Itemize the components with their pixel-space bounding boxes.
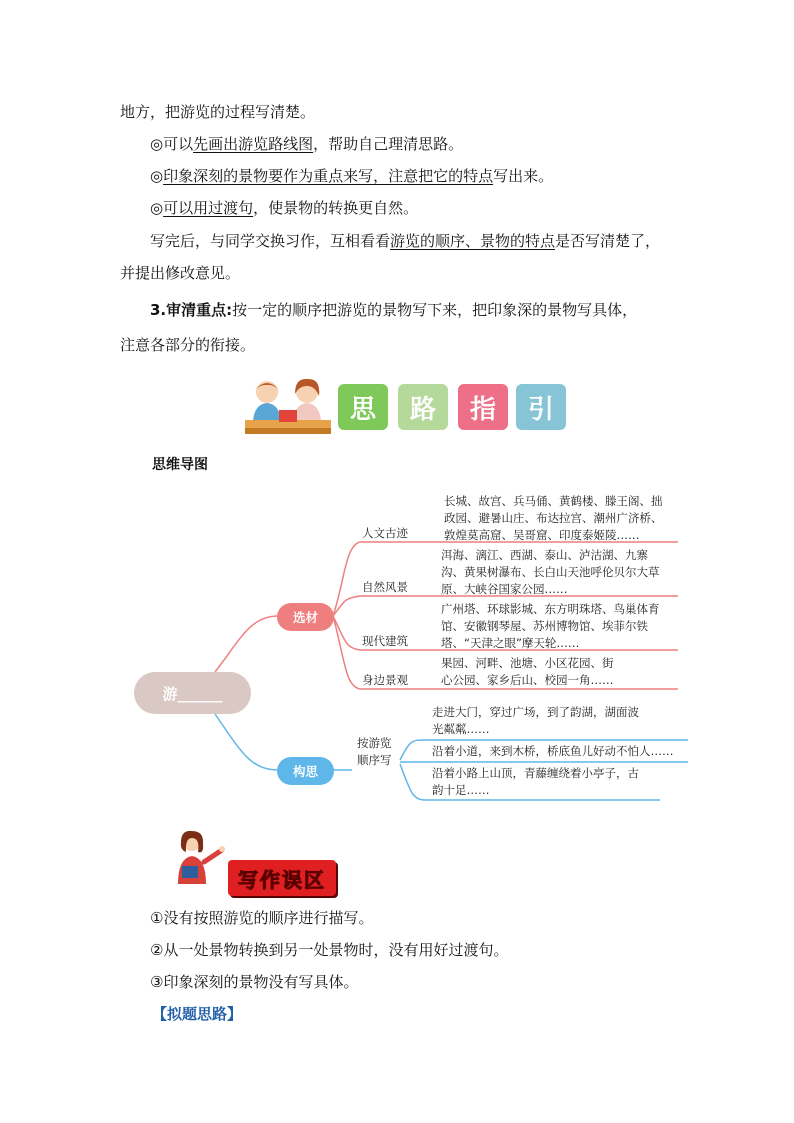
- exchange-underlined: 游览的顺序、景物的特点: [390, 232, 556, 250]
- mindmap-root: 游______: [134, 672, 251, 714]
- tip-underlined: 先画出游览路线图: [193, 135, 314, 153]
- tip-underlined: 印象深刻的景物要作为重点来写，注意把它的特点: [163, 167, 494, 185]
- examples-ziran: [441, 547, 660, 598]
- mistake-item: ②从一处景物转换到另一处景物时，没有用好过渡句。: [150, 941, 509, 959]
- banner-char-lu: 路: [398, 384, 448, 430]
- order-item-line: 韵十足……: [432, 783, 490, 797]
- exchange-text: 是否写清楚了，: [555, 232, 661, 250]
- root-to-gousi-line: [215, 714, 278, 770]
- category-shenbian: 身边景观: [362, 673, 408, 687]
- order-item-line: 走进大门，穿过广场，到了韵湖，湖面波: [432, 705, 639, 719]
- teacher-icon: [166, 828, 226, 888]
- xuancai-to-cat4-line: [333, 616, 360, 689]
- examples-xiandai: [441, 601, 660, 652]
- order-item-1: [432, 704, 639, 738]
- key-label: 3.审清重点:: [150, 301, 233, 319]
- root-to-xuancai-line: [215, 616, 278, 672]
- category-xiandai: 现代建筑: [362, 634, 408, 648]
- order-label-line: 按游览: [357, 736, 392, 750]
- order-to-item1-line: [400, 740, 425, 760]
- order-item-2: [432, 743, 674, 760]
- tip-text: ，帮助自己理清思路。: [313, 135, 464, 153]
- writing-mistakes-title: 写作误区: [228, 860, 336, 896]
- order-item-line: 沿着小路上山顶，青藤缠绕着小亭子，古: [432, 766, 639, 780]
- key-text: 按一定的顺序把游览的景物写下来，把印象深的景物写具体，: [232, 301, 638, 319]
- text-line: 地方，把游览的过程写清楚。: [120, 103, 316, 121]
- key-point-2: 注意各部分的衔接。: [120, 336, 256, 354]
- tip-text: ◎: [150, 167, 164, 185]
- category-ziran: 自然风景: [362, 580, 408, 594]
- exchange-text: 写完后，与同学交换习作，互相看看: [150, 232, 391, 250]
- examples-renwen: [444, 493, 663, 544]
- example-line: 政园、避暑山庄、布达拉宫、潮州广济桥、: [444, 511, 663, 525]
- order-item-line: 光粼粼……: [432, 722, 490, 736]
- mistake-item: ①没有按照游览的顺序进行描写。: [150, 909, 374, 927]
- order-item-line: 沿着小道，来到木桥，桥底鱼儿好动不怕人……: [432, 744, 674, 758]
- xuancai-to-cat2-line: [333, 596, 360, 616]
- order-item-3: [432, 765, 639, 799]
- mindmap-heading: 思维导图: [152, 457, 208, 473]
- examples-shenbian: [441, 655, 614, 689]
- tip-text: ◎: [150, 199, 164, 217]
- tip-underlined: 可以用过渡句: [163, 199, 254, 217]
- mistake-item: ③印象深刻的景物没有写具体。: [150, 973, 359, 991]
- tip-text: ◎可以: [150, 135, 194, 153]
- example-line: 心公园、家乡后山、校园一角……: [441, 673, 614, 687]
- tip-text: 写出来。: [493, 167, 554, 185]
- banner-char-yin: 引: [516, 384, 566, 430]
- order-label-line: 顺序写: [357, 753, 392, 767]
- branch-xuancai: 选材: [277, 603, 334, 631]
- category-renwen: 人文古迹: [362, 526, 408, 540]
- banner-char-si: 思: [338, 384, 388, 430]
- next-section-heading: 【拟题思路】: [152, 1005, 243, 1023]
- example-line: 沟、黄果树瀑布、长白山天池呼伦贝尔大草: [441, 565, 660, 579]
- example-line: 广州塔、环球影城、东方明珠塔、鸟巢体育: [441, 602, 660, 616]
- branch-gousi: 构思: [277, 757, 334, 785]
- example-line: 敦煌莫高窟、吴哥窟、印度泰姬陵……: [444, 528, 640, 542]
- tip-text: ，使景物的转换更自然。: [253, 199, 419, 217]
- exchange-line-2: 并提出修改意见。: [120, 264, 241, 282]
- example-line: 塔、“天津之眼”摩天轮……: [441, 636, 580, 650]
- xuancai-to-cat1-line: [333, 542, 360, 616]
- banner-char-zhi: 指: [458, 384, 508, 430]
- example-line: 长城、故宫、兵马俑、黄鹤楼、滕王阁、拙: [444, 494, 663, 508]
- example-line: 洱海、漓江、西湖、泰山、泸沽湖、九寨: [441, 548, 648, 562]
- example-line: 果园、河畔、池塘、小区花园、街: [441, 656, 614, 670]
- example-line: 原、大峡谷国家公园……: [441, 582, 568, 596]
- order-to-item3-line: [400, 764, 425, 800]
- order-label: [357, 735, 392, 769]
- example-line: 馆、安徽钢琴屋、苏州博物馆、埃菲尔铁: [441, 619, 648, 633]
